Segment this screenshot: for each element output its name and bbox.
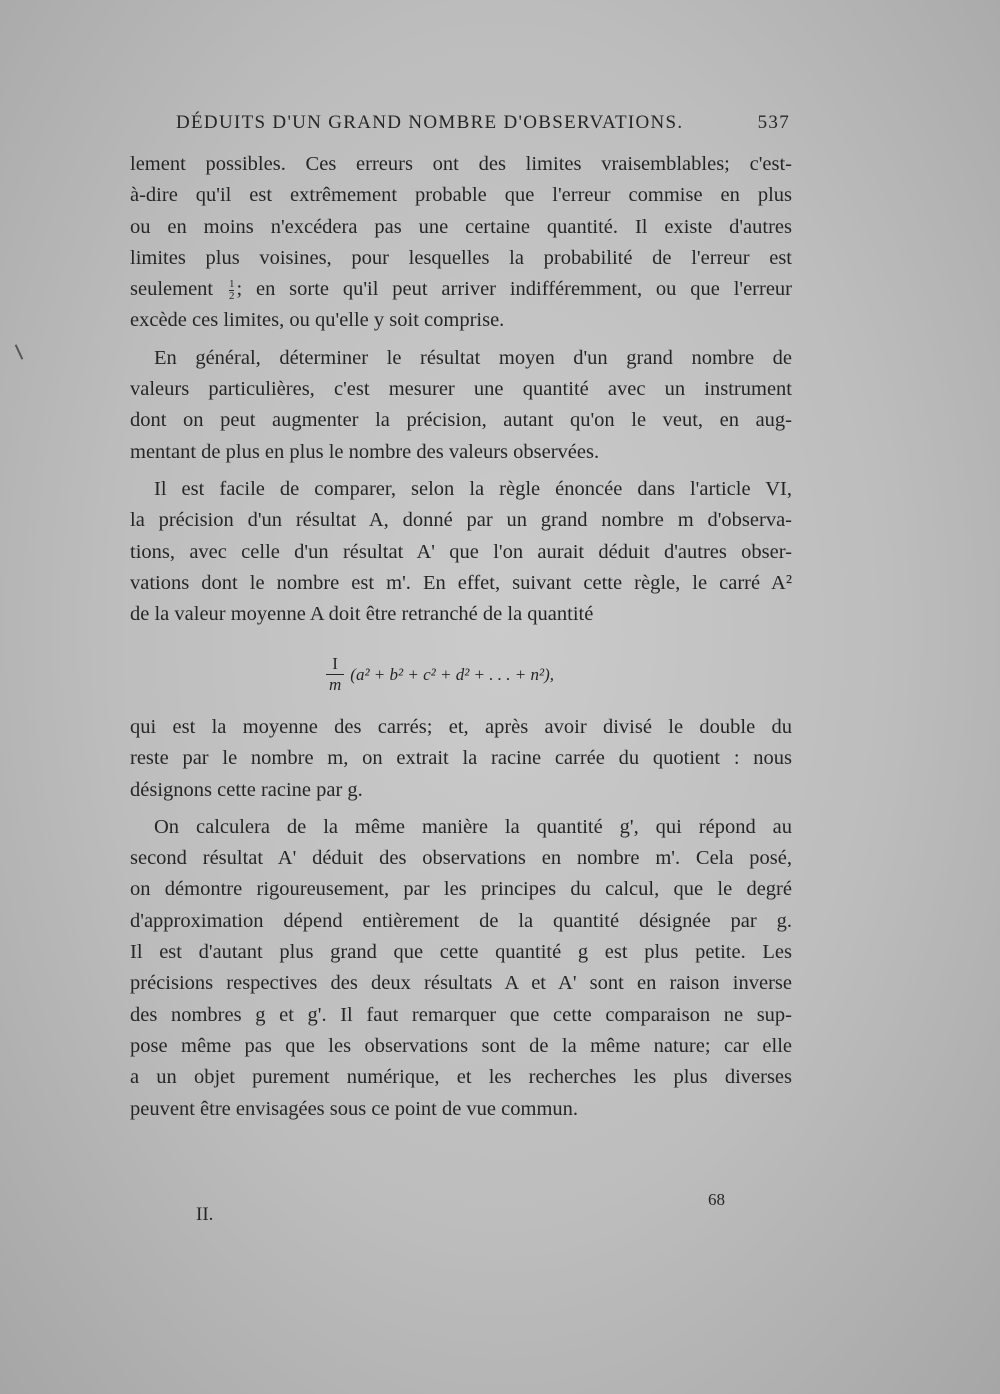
- body-text-upper: [130, 149, 792, 630]
- text-line: excède ces limites, ou qu'elle y soit comprise.: [130, 309, 505, 332]
- text-line: Il est d'autant plus grand que cette quantité g est plus petite. Les: [130, 941, 792, 964]
- text-line: désignons cette racine par g.: [130, 778, 363, 801]
- text-line: vations dont le nombre est m'. En effet, suivant cette règle, le carré A²: [130, 571, 792, 594]
- body-text-lower: [130, 712, 792, 1125]
- text-line: lement possibles. Ces erreurs ont des limites vraisemblables; c'est-: [130, 153, 792, 175]
- running-header: [176, 112, 790, 134]
- text-line: [130, 274, 792, 305]
- text-line: ou en moins n'excédera pas une certaine quantité. Il existe d'autres: [130, 215, 792, 238]
- paragraph-4: [130, 712, 792, 806]
- signature-mark: II.: [196, 1204, 214, 1225]
- text-line: on démontre rigoureusement, par les principes du calcul, que le degré: [130, 878, 792, 901]
- paragraph-2: [130, 343, 792, 468]
- text-line: En général, déterminer le résultat moyen d'un grand nombre de: [154, 346, 792, 369]
- text-fragment: ; en sorte qu'il peut arriver indifféremment, ou que l'erreur: [236, 278, 793, 301]
- text-line: tions, avec celle d'un résultat A' que l'on aurait déduit d'autres obser-: [130, 540, 792, 563]
- text-line: reste par le nombre m, on extrait la racine carrée du quotient : nous: [130, 747, 792, 770]
- text-line: valeurs particulières, c'est mesurer une quantité avec un instrument: [130, 378, 792, 401]
- text-line: des nombres g et g'. Il faut remarquer que cette comparaison ne sup-: [130, 1003, 792, 1026]
- text-line: d'approximation dépend entièrement de la quantité désignée par g.: [130, 909, 792, 932]
- text-line: limites plus voisines, pour lesquelles la probabilité de l'erreur est: [130, 246, 792, 269]
- running-title: DÉDUITS D'UN GRAND NOMBRE D'OBSERVATIONS.: [176, 112, 684, 133]
- text-line: peuvent être envisagées sous ce point de vue commun.: [130, 1097, 579, 1120]
- formula-expression: (a² + b² + c² + d² + . . . + n²),: [350, 664, 554, 684]
- fraction-numerator: 1: [228, 277, 235, 290]
- text-fragment: seulement: [130, 278, 214, 301]
- text-line: qui est la moyenne des carrés; et, après avoir divisé le double du: [130, 716, 792, 738]
- text-line: de la valeur moyenne A doit être retranché de la quantité: [130, 603, 594, 626]
- text-line: Il est facile de comparer, selon la règle énoncée dans l'article VI,: [154, 477, 792, 500]
- page-number: 537: [757, 112, 790, 133]
- fraction-half: [229, 279, 235, 302]
- formula-denominator: m: [326, 674, 344, 695]
- text-line: a un objet purement numérique, et les recherches les plus diverses: [130, 1066, 792, 1089]
- formula-fraction: [326, 654, 344, 695]
- text-line: précisions respectives des deux résultats A et A' sont en raison inverse: [130, 972, 792, 995]
- margin-mark: [15, 344, 24, 359]
- text-line: à-dire qu'il est extrêmement probable que l'erreur commise en plus: [130, 184, 792, 207]
- formula: [326, 654, 554, 695]
- text-line: dont on peut augmenter la précision, autant qu'on le veut, en aug-: [130, 409, 792, 432]
- text-line: pose même pas que les observations sont de la même nature; car elle: [130, 1034, 792, 1057]
- formula-numerator: I: [332, 654, 338, 673]
- text-line: mentant de plus en plus le nombre des valeurs observées.: [130, 440, 600, 463]
- text-line: second résultat A' déduit des observations en nombre m'. Cela posé,: [130, 847, 792, 870]
- paragraph-3: [130, 474, 792, 630]
- fraction-denominator: 2: [228, 289, 235, 302]
- text-line: On calculera de la même manière la quantité g', qui répond au: [154, 815, 792, 838]
- paragraph-1: [130, 149, 792, 337]
- text-line: la précision d'un résultat A, donné par un grand nombre m d'observa-: [130, 509, 792, 532]
- sheet-number: 68: [708, 1190, 725, 1209]
- paragraph-5: [130, 812, 792, 1125]
